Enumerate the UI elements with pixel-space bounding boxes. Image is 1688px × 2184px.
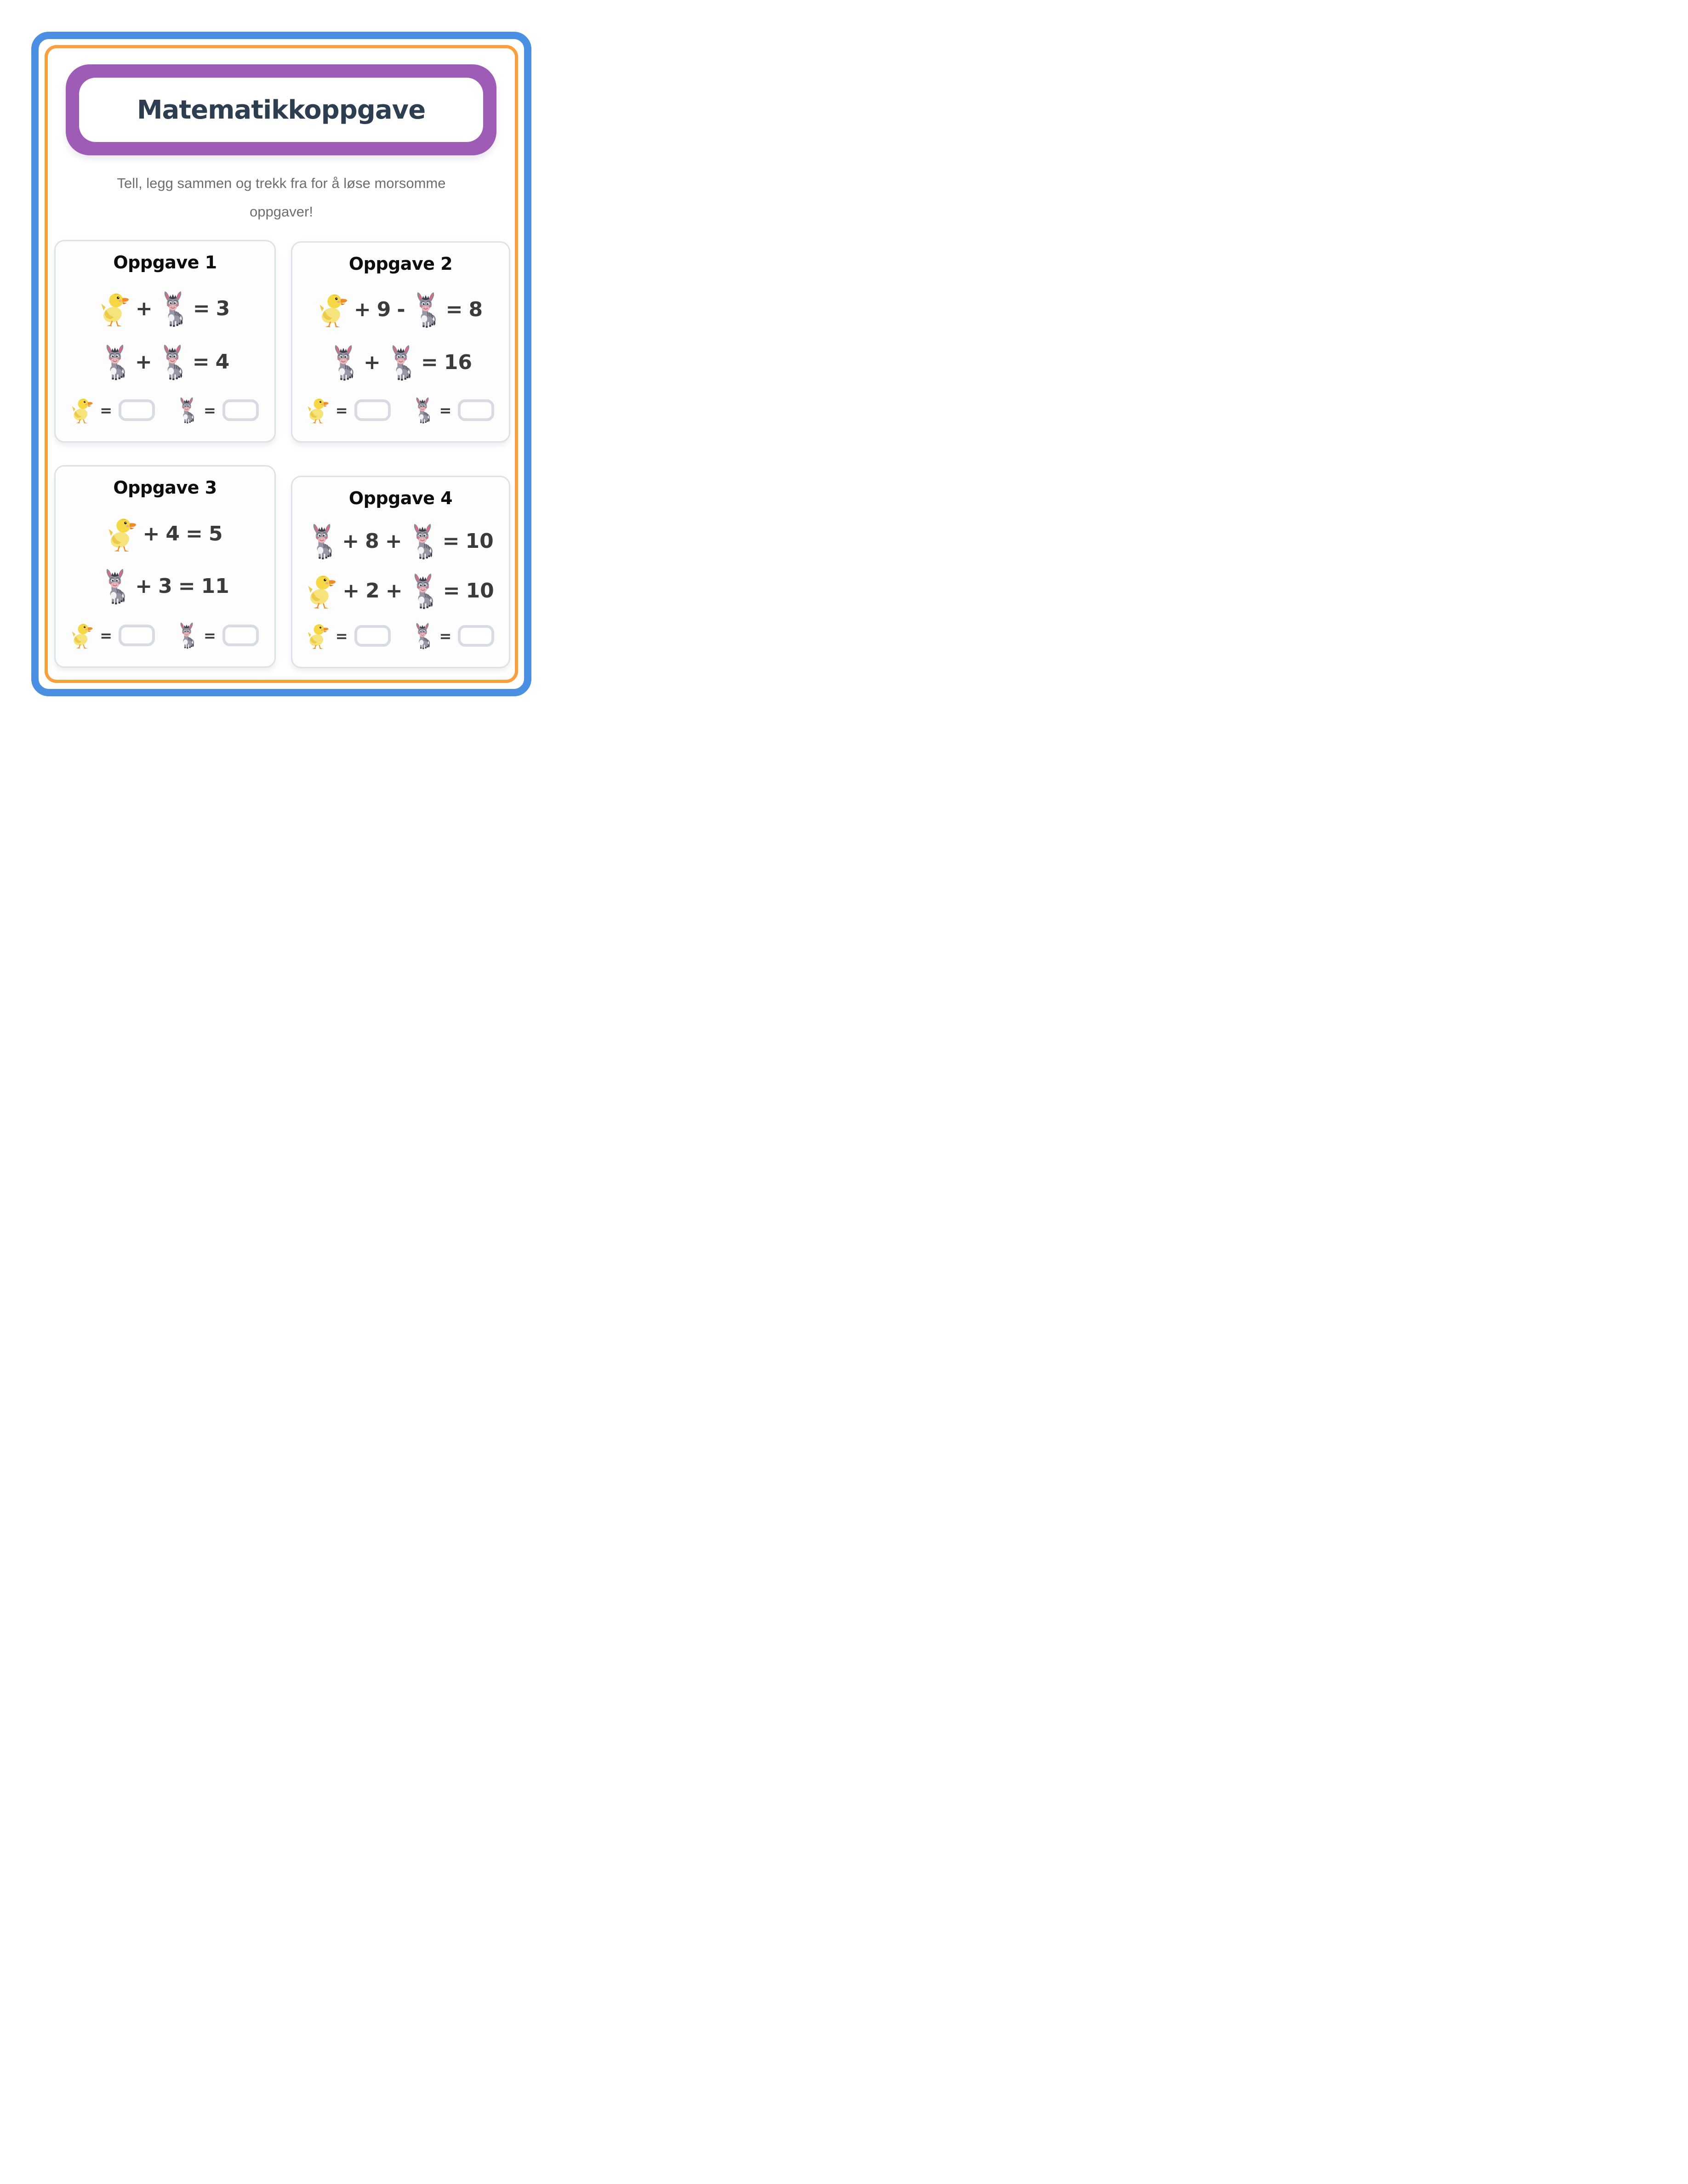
equals-sign: =	[439, 401, 452, 419]
equation-operator: +	[135, 350, 152, 374]
equation-operator: =	[443, 579, 460, 603]
duck-icon	[108, 517, 137, 552]
answer-input-box[interactable]	[222, 625, 259, 646]
equals-sign: =	[439, 627, 452, 645]
equation-operator: =	[192, 350, 210, 374]
equals-sign: =	[335, 627, 348, 645]
equations-area	[292, 274, 509, 397]
equation-row	[59, 517, 271, 552]
equation-number: 16	[444, 350, 472, 374]
answer-input-box[interactable]	[354, 399, 391, 421]
equations-area	[56, 273, 274, 397]
answer-group	[307, 397, 391, 423]
equation-operator: +	[143, 522, 160, 546]
equation-number: 10	[466, 579, 494, 603]
equation-operator: -	[397, 298, 405, 322]
equation-operator: +	[385, 529, 402, 553]
equation-operator: =	[193, 297, 210, 321]
card-title: Oppgave 1	[113, 252, 217, 273]
equation-operator: =	[178, 574, 195, 598]
donkey-icon	[408, 523, 437, 560]
answer-input-box[interactable]	[458, 399, 494, 421]
duck-icon	[307, 397, 329, 423]
donkey-icon	[412, 622, 433, 649]
equation-row	[59, 344, 271, 381]
card-title: Oppgave 4	[348, 488, 453, 508]
page-title: Matematikkoppgave	[137, 95, 426, 125]
answer-row	[56, 622, 274, 649]
equation-number: 3	[216, 297, 230, 321]
equation-operator: =	[421, 350, 438, 374]
equation-operator: +	[364, 350, 381, 374]
task-card	[291, 476, 510, 668]
donkey-icon	[176, 397, 197, 424]
equations-area	[292, 508, 509, 622]
title-banner-inner	[79, 78, 483, 142]
answer-group	[307, 623, 391, 649]
equation-row	[296, 573, 505, 609]
equation-row	[296, 291, 505, 328]
donkey-icon	[158, 344, 187, 381]
duck-icon	[307, 623, 329, 649]
equation-operator: +	[354, 298, 371, 322]
duck-icon	[319, 292, 348, 327]
answer-group	[71, 397, 155, 423]
equation-number: 10	[465, 529, 494, 553]
answer-group	[176, 622, 259, 649]
equals-sign: =	[335, 401, 348, 419]
equation-row	[296, 523, 505, 560]
donkey-icon	[329, 344, 358, 381]
card-title: Oppgave 2	[348, 254, 453, 274]
duck-icon	[71, 622, 93, 648]
equation-number: 9	[376, 298, 391, 322]
equation-number: 11	[201, 574, 229, 598]
equation-operator: +	[342, 529, 359, 553]
page-subtitle: Tell, legg sammen og trekk fra for å løse morsomme oppgaver!	[117, 175, 446, 220]
equation-operator: =	[186, 522, 203, 546]
title-banner	[66, 64, 496, 155]
equals-sign: =	[100, 401, 112, 419]
task-card	[54, 465, 276, 668]
equation-number: 3	[158, 574, 172, 598]
answer-row	[292, 622, 509, 649]
donkey-icon	[101, 344, 129, 381]
answer-group	[176, 397, 259, 424]
donkey-icon	[101, 568, 129, 605]
equation-number: 8	[468, 298, 483, 322]
task-card	[291, 241, 510, 443]
answer-input-box[interactable]	[458, 625, 494, 647]
donkey-icon	[411, 291, 440, 328]
donkey-icon	[176, 622, 197, 649]
donkey-icon	[159, 290, 187, 327]
answer-input-box[interactable]	[222, 399, 259, 421]
answer-input-box[interactable]	[119, 625, 155, 646]
equation-number: 4	[165, 522, 180, 546]
duck-icon	[100, 291, 130, 326]
answer-group	[412, 397, 495, 424]
equation-number: 4	[215, 350, 230, 374]
equation-operator: =	[445, 298, 463, 322]
equation-row	[296, 344, 505, 381]
equations-area	[56, 498, 274, 622]
duck-icon	[307, 574, 336, 609]
equation-operator: +	[135, 574, 153, 598]
answer-input-box[interactable]	[354, 625, 391, 647]
answer-row	[56, 397, 274, 424]
equation-operator: +	[385, 579, 403, 603]
equation-operator: +	[135, 297, 153, 321]
answer-row	[292, 397, 509, 424]
equals-sign: =	[204, 626, 216, 644]
worksheet-page	[0, 0, 563, 728]
equation-number: 5	[208, 522, 223, 546]
donkey-icon	[412, 397, 433, 424]
equation-operator: +	[342, 579, 360, 603]
equation-number: 8	[365, 529, 379, 553]
equals-sign: =	[204, 401, 216, 419]
equation-row	[59, 568, 271, 605]
donkey-icon	[308, 523, 336, 560]
task-card	[54, 240, 276, 443]
card-title: Oppgave 3	[113, 478, 217, 498]
answer-input-box[interactable]	[119, 399, 155, 421]
equation-number: 2	[365, 579, 380, 603]
answer-group	[412, 622, 495, 649]
donkey-icon	[387, 344, 415, 381]
donkey-icon	[409, 573, 437, 609]
equation-row	[59, 290, 271, 327]
equals-sign: =	[100, 626, 112, 644]
duck-icon	[71, 397, 93, 423]
equation-operator: =	[442, 529, 460, 553]
answer-group	[71, 622, 155, 648]
